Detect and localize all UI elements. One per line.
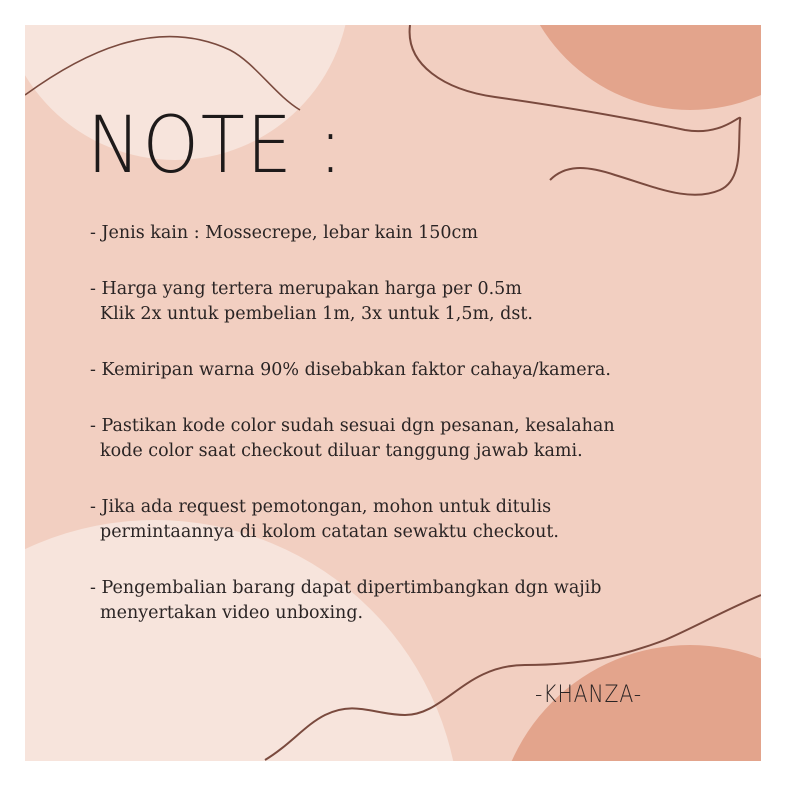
brand-signature: -KHANZA-	[535, 680, 642, 708]
note-line: - Harga yang tertera merupakan harga per 0.5m	[90, 279, 522, 299]
note-item-price	[90, 277, 730, 327]
note-line: menyertakan video unboxing.	[100, 603, 364, 623]
note-line: - Pastikan kode color sudah sesuai dgn pesanan, kesalahan	[90, 416, 615, 436]
note-line: - Jenis kain : Mossecrepe, lebar kain 150cm	[90, 223, 478, 243]
note-line: - Pengembalian barang dapat dipertimbangkan dgn wajib	[90, 578, 602, 598]
note-line: - Jika ada request pemotongan, mohon untuk ditulis	[90, 497, 552, 517]
note-item-return-policy	[90, 576, 730, 626]
note-line: - Kemiripan warna 90% disebabkan faktor cahaya/kamera.	[90, 360, 611, 380]
page-title: NOTE :	[87, 101, 345, 191]
note-line: permintaannya di kolom catatan sewaktu checkout.	[100, 522, 559, 542]
note-item-cutting-request	[90, 495, 730, 545]
note-card	[25, 25, 761, 761]
note-item-color-similarity	[90, 358, 730, 383]
note-line: kode color saat checkout diluar tanggung jawab kami.	[100, 441, 583, 461]
peach-blob-top-right	[515, 25, 761, 110]
note-item-fabric	[90, 221, 730, 246]
notes-list	[90, 221, 730, 657]
note-item-color-code	[90, 414, 730, 464]
note-line: Klik 2x untuk pembelian 1m, 3x untuk 1,5m, dst.	[100, 304, 533, 324]
